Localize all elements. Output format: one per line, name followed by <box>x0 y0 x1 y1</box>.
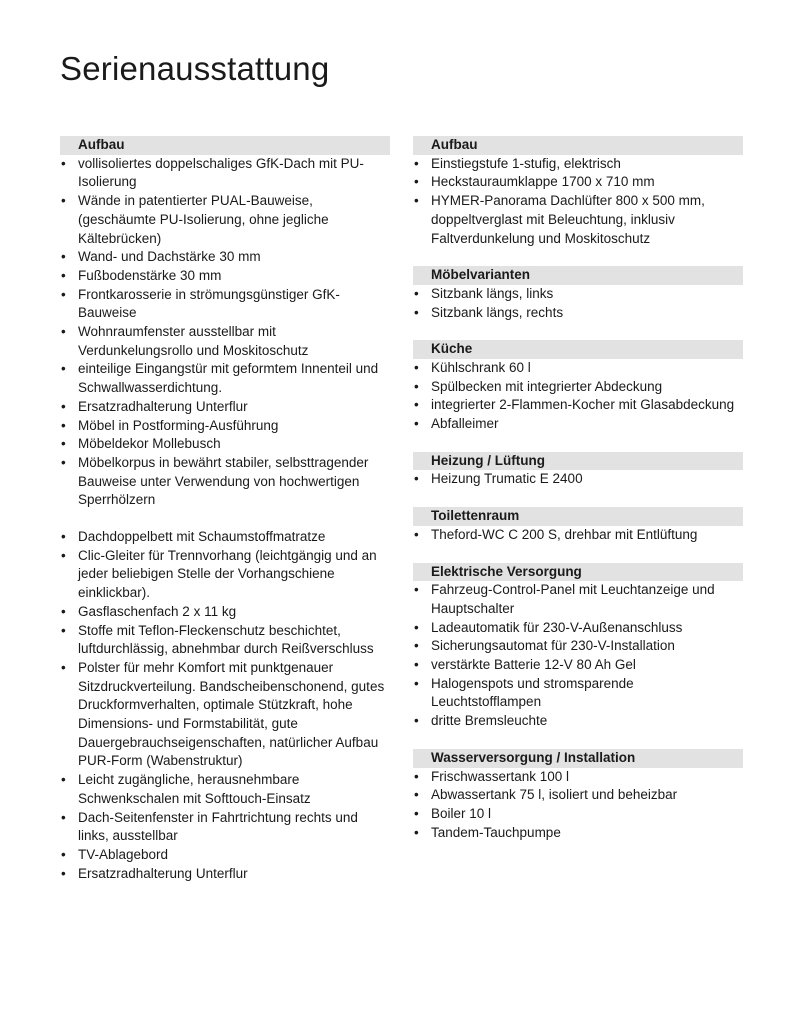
list-item: • TV-Ablagebord <box>60 846 390 865</box>
list-item: • Gasflaschenfach 2 x 11 kg <box>60 603 390 622</box>
list-item: • Dach-Seitenfenster in Fahrtrichtung rechts und links, ausstellbar <box>60 809 390 846</box>
list-item: • Ersatzradhalterung Unterflur <box>60 865 390 884</box>
list-item: • Wohnraumfenster ausstellbar mit Verdunkelungsrollo und Moskitoschutz <box>60 323 390 360</box>
list-item: • Tandem-Tauchpumpe <box>413 824 743 843</box>
left-column <box>60 136 390 901</box>
list-item: • Abwassertank 75 l, isoliert und beheizbar <box>413 786 743 805</box>
feature-list <box>413 155 743 249</box>
list-item: • Frontkarosserie in strömungsgünstiger GfK-Bauweise <box>60 286 390 323</box>
section-moebelvarianten <box>413 266 743 322</box>
section-aufbau-right <box>413 136 743 248</box>
list-item: • Boiler 10 l <box>413 805 743 824</box>
list-item: • Frischwassertank 100 l <box>413 768 743 787</box>
section-heading: Möbelvarianten <box>413 266 743 285</box>
section-heading: Aufbau <box>60 136 390 155</box>
section-heading: Toilettenraum <box>413 507 743 526</box>
section-heizung <box>413 452 743 489</box>
section-interior-left <box>60 528 390 883</box>
feature-list <box>413 285 743 322</box>
list-item: • Ladeautomatik für 230-V-Außenanschluss <box>413 619 743 638</box>
feature-list <box>413 359 743 434</box>
section-heading: Heizung / Lüftung <box>413 452 743 471</box>
list-item: • Möbeldekor Mollebusch <box>60 435 390 454</box>
list-item: • verstärkte Batterie 12-V 80 Ah Gel <box>413 656 743 675</box>
feature-list <box>413 768 743 843</box>
list-item: • Einstiegstufe 1-stufig, elektrisch <box>413 155 743 174</box>
feature-list <box>413 581 743 731</box>
list-item: • Heckstauraumklappe 1700 x 710 mm <box>413 173 743 192</box>
list-item: • Stoffe mit Teflon-Fleckenschutz beschichtet, luftdurchlässig, abnehmbar durch Reißverschluss <box>60 622 390 659</box>
section-heading: Küche <box>413 340 743 359</box>
feature-list <box>413 470 743 489</box>
list-item: • Polster für mehr Komfort mit punktgenauer Sitzdruckverteilung. Bandscheibenschonend, gutes Druckformverhalten, optimale Stützkraft, hohe Dimensions- und Formstabilität, gute Dauergebrauchseigenschaften, natürlicher Aufbau PUR-Form (Wabenstruktur) <box>60 659 390 771</box>
list-item: • HYMER-Panorama Dachlüfter 800 x 500 mm, doppeltverglast mit Beleuchtung, inklusiv Faltverdunkelung und Moskitoschutz <box>413 192 743 248</box>
list-item: • Leicht zugängliche, herausnehmbare Schwenkschalen mit Softtouch-Einsatz <box>60 771 390 808</box>
right-column <box>413 136 743 860</box>
section-kueche <box>413 340 743 434</box>
list-item: • Wände in patentierter PUAL-Bauweise, (geschäumte PU-Isolierung, ohne jegliche Kältebrücken) <box>60 192 390 248</box>
list-item: • dritte Bremsleuchte <box>413 712 743 731</box>
section-toilettenraum <box>413 507 743 544</box>
section-heading: Wasserversorgung / Installation <box>413 749 743 768</box>
list-item: • Heizung Trumatic E 2400 <box>413 470 743 489</box>
list-item: • Fußbodenstärke 30 mm <box>60 267 390 286</box>
list-item: • Möbelkorpus in bewährt stabiler, selbsttragender Bauweise unter Verwendung von hochwertigen Sperrhölzern <box>60 454 390 510</box>
list-item: • Halogenspots und stromsparende Leuchtstofflampen <box>413 675 743 712</box>
list-item: • Sitzbank längs, links <box>413 285 743 304</box>
feature-list <box>60 155 390 510</box>
page-title: Serienausstattung <box>60 50 330 87</box>
list-item: • Sicherungsautomat für 230-V-Installation <box>413 637 743 656</box>
list-item: • Kühlschrank 60 l <box>413 359 743 378</box>
list-item: • Abfalleimer <box>413 415 743 434</box>
list-item: • Spülbecken mit integrierter Abdeckung <box>413 378 743 397</box>
list-item: • vollisoliertes doppelschaliges GfK-Dach mit PU-Isolierung <box>60 155 390 192</box>
list-item: • Wand- und Dachstärke 30 mm <box>60 248 390 267</box>
section-aufbau-left <box>60 136 390 510</box>
list-item: • Ersatzradhalterung Unterflur <box>60 398 390 417</box>
feature-list <box>60 528 390 883</box>
list-item: • Möbel in Postforming-Ausführung <box>60 417 390 436</box>
list-item: • Fahrzeug-Control-Panel mit Leuchtanzeige und Hauptschalter <box>413 581 743 618</box>
list-item: • Sitzbank längs, rechts <box>413 304 743 323</box>
feature-list <box>413 526 743 545</box>
section-heading: Aufbau <box>413 136 743 155</box>
list-item: • einteilige Eingangstür mit geformtem Innenteil und Schwallwasserdichtung. <box>60 360 390 397</box>
section-heading: Elektrische Versorgung <box>413 563 743 582</box>
section-wasser <box>413 749 743 843</box>
section-elektrik <box>413 563 743 731</box>
list-item: • Dachdoppelbett mit Schaumstoffmatratze <box>60 528 390 547</box>
list-item: • Clic-Gleiter für Trennvorhang (leichtgängig und an jeder beliebigen Stelle der Vorhangschiene einklickbar). <box>60 547 390 603</box>
list-item: • Theford-WC C 200 S, drehbar mit Entlüftung <box>413 526 743 545</box>
list-item: • integrierter 2-Flammen-Kocher mit Glasabdeckung <box>413 396 743 415</box>
